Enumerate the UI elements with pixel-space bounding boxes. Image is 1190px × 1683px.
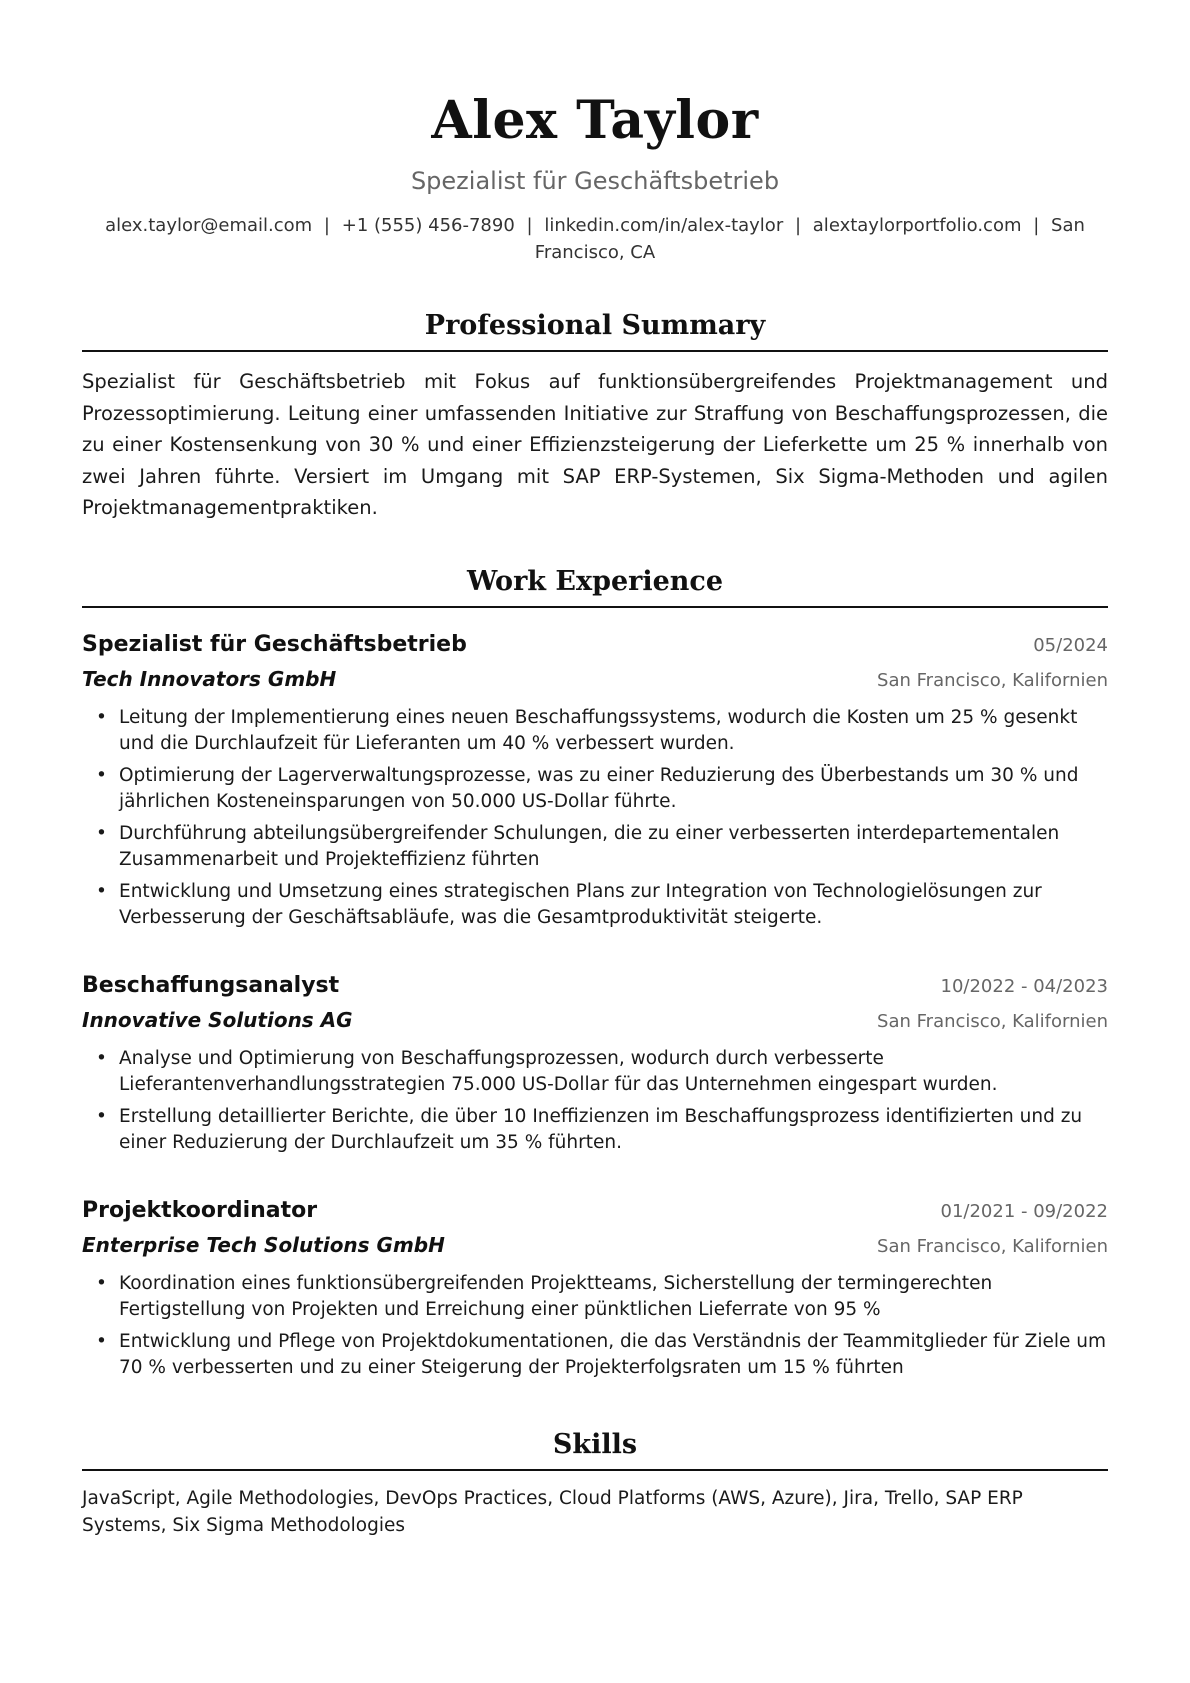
job-bullet (82, 763, 1108, 815)
bullet-icon: • (96, 1047, 107, 1069)
job-date: 01/2021 - 09/2022 (940, 1200, 1108, 1222)
contact-phone: +1 (555) 456-7890 (341, 215, 515, 236)
job-subheader (82, 1231, 1108, 1259)
job-bullet-text: Leitung der Implementierung eines neuen Beschaffungssystems, wodurch die Kosten um 25 % gesenkt und die Durchlaufzeit für Lieferanten um 40 % verbessert wurden. (119, 706, 1078, 754)
contact-separator: | (526, 215, 533, 236)
candidate-name: Alex Taylor (431, 90, 759, 151)
section-heading-skills: Skills (82, 1427, 1108, 1471)
bullet-icon: • (96, 706, 107, 728)
job-header (82, 630, 1108, 660)
contact-portfolio: alextaylorportfolio.com (812, 215, 1022, 236)
job-bullet-text: Erstellung detaillierter Berichte, die über 10 Ineffizienzen im Beschaffungsprozess identifizierten und zu einer Reduzierung der Durchlaufzeit um 35 % führten. (119, 1105, 1083, 1153)
job-bullet (82, 879, 1108, 931)
job-entry (82, 630, 1108, 931)
summary-text: Spezialist für Geschäftsbetrieb mit Fokus auf funktionsübergreifendes Projektmanagement und Prozessoptimierung. Leitung einer umfassenden Initiative zur Straffung von Beschaffungsprozessen, die zu einer Kostensenkung von 30 % und einer Effizienzsteigerung der Lieferkette um 25 % innerhalb von zwei Jahren führte. Versiert im Umgang mit SAP ERP-Systemen, Six Sigma-Methoden und agilen Projektmanagementpraktiken. (82, 370, 1108, 519)
bullet-icon: • (96, 1272, 107, 1294)
job-bullet (82, 1104, 1108, 1156)
job-bullet-text: Analyse und Optimierung von Beschaffungsprozessen, wodurch durch verbesserte Lieferantenverhandlungsstrategien 75.000 US-Dollar für das Unternehmen eingespart wurden. (119, 1047, 998, 1095)
job-bullet-text: Entwicklung und Pflege von Projektdokumentationen, die das Verständnis der Teammitglieder für Ziele um 70 % verbesserten und zu einer Steigerung der Projekterfolgsraten um 15 % führten (119, 1330, 1107, 1378)
bullet-icon: • (96, 764, 107, 786)
job-company: Tech Innovators GmbH (82, 666, 337, 691)
job-entry (82, 1196, 1108, 1381)
job-date: 05/2024 (1033, 634, 1108, 656)
job-company: Enterprise Tech Solutions GmbH (82, 1232, 445, 1257)
bullet-icon: • (96, 822, 107, 844)
contact-linkedin: linkedin.com/in/alex-taylor (544, 215, 784, 236)
job-bullets (82, 1271, 1108, 1381)
job-company: Innovative Solutions AG (82, 1007, 353, 1032)
job-bullet (82, 1046, 1108, 1098)
contact-separator: | (794, 215, 802, 236)
job-header (82, 971, 1108, 1001)
job-bullet (82, 1271, 1108, 1323)
job-bullet-text: Entwicklung und Umsetzung eines strategischen Plans zur Integration von Technologielösungen zur Verbesserung der Geschäftsabläufe, was die Gesamtproduktivität steigerte. (119, 880, 1042, 928)
job-bullet-text: Koordination eines funktionsübergreifenden Projektteams, Sicherstellung der termingerechten Fertigstellung von Projekten und Erreichung einer pünktlichen Lieferrate von 95 % (119, 1272, 993, 1320)
job-role: Beschaffungsanalyst (82, 972, 340, 998)
job-header (82, 1196, 1108, 1226)
contact-location: San Francisco, CA (534, 215, 1085, 263)
job-bullet-text: Durchführung abteilungsübergreifender Schulungen, die zu einer verbesserten interdepartementalen Zusammenarbeit und Projekteffizienz führten (119, 822, 1060, 870)
job-bullet (82, 705, 1108, 757)
job-entry (82, 971, 1108, 1156)
job-bullet-text: Optimierung der Lagerverwaltungsprozesse, was zu einer Reduzierung des Überbestands um 30 % und jährlichen Kosteneinsparungen von 50.000 US-Dollar führte. (119, 764, 1079, 812)
job-location: San Francisco, Kalifornien (877, 1010, 1108, 1032)
bullet-icon: • (96, 880, 107, 902)
job-location: San Francisco, Kalifornien (877, 669, 1108, 691)
bullet-icon: • (96, 1105, 107, 1127)
job-bullets (82, 705, 1108, 931)
job-role: Projektkoordinator (82, 1197, 318, 1223)
section-heading-summary: Professional Summary (82, 308, 1108, 352)
job-location: San Francisco, Kalifornien (877, 1235, 1108, 1257)
contact-separator: | (323, 215, 330, 236)
bullet-icon: • (96, 1330, 107, 1352)
job-bullet (82, 1329, 1108, 1381)
job-date: 10/2022 - 04/2023 (940, 975, 1108, 997)
job-bullets (82, 1046, 1108, 1156)
skills-text: JavaScript, Agile Methodologies, DevOps Practices, Cloud Platforms (AWS, Azure), Jira, Trello, SAP ERP Systems, Six Sigma Methodologies (82, 1487, 1023, 1536)
job-bullet (82, 821, 1108, 873)
contact-email: alex.taylor@email.com (105, 215, 313, 236)
contact-separator: | (1033, 215, 1040, 236)
job-subheader (82, 665, 1108, 693)
candidate-title: Spezialist für Geschäftsbetrieb (410, 167, 780, 195)
job-role: Spezialist für Geschäftsbetrieb (82, 631, 467, 657)
contact-line (102, 212, 1088, 266)
section-heading-experience: Work Experience (82, 564, 1108, 608)
job-subheader (82, 1006, 1108, 1034)
